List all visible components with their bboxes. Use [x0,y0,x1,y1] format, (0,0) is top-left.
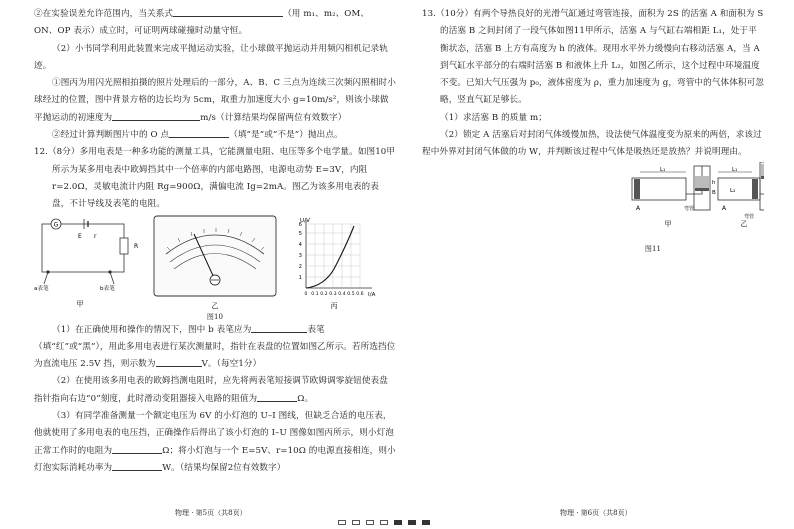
figure-10-diagrams [34,214,396,312]
meter-dial [154,216,276,310]
piston-a-label: A [722,204,727,212]
question-12-part-3: （3）有同学准备测量一个额定电压为 6V 的小灯泡的 U–I 图线，但缺乏合适的电压表，他就使用了多用电表的电压挡，正确操作后得出了该小灯泡的 I–U 图像如图丙所示，则小灯泡正常工作时的电阻为 Ω；将小灯泡与一个 E=5V、r=10Ω 的电源直接相连，则小灯泡实际消耗功率为 W。（结果均保留2位有效数字） [34,411,396,473]
paragraph-momentum-condition-cont: ON、OP 表示）成立时，可证明两球碰撞时动量守恒。 [34,26,248,37]
piston-a-moved [752,179,758,199]
paragraph-initial-velocity: ①图丙为用闪光照相拍摄的照片处理后的一部分，A、B、C 三点为连续三次频闪照相时小球经过的位置，图中背景方格的边长均为 5cm，取重力加速度大小 g=10m/s²，则该小球做平抛运动的初速度为 m/s（计算结果均保留两位有效数字） [34,78,396,123]
bent-pipe-label: 弯管 [684,205,695,212]
emf-label: E [78,232,82,240]
answer-blank[interactable] [169,127,229,138]
x-tick-label: 0.1 [311,291,319,297]
x-tick-label: 0.4 [338,291,346,297]
figure-11 [422,162,764,244]
x-tick-label: 0.6 [356,291,364,297]
x-tick-label: 0.5 [347,291,355,297]
bent-pipe-label: 弯管 [744,213,755,220]
answer-blank[interactable] [251,322,307,333]
question-12-part-2: （2）在使用该多用电表的欧姆挡测电阻时，应先将两表笔短接调节欧姆调零旋钮使表盘指针指向右边“0”刻度，此时滑动变阻器接入电路的阻值为 Ω。 [34,376,388,404]
piston-b-label: B [712,189,716,196]
y-tick-label: 6 [298,221,302,228]
figure-11-yi [422,162,764,244]
paragraph-momentum-condition: ②在实验误差允许范围内，当关系式 （用 m₁、m₂、OM、 [34,6,396,23]
x-tick-label: 0.2 [320,291,328,297]
probe-b-label: b表笔 [100,285,115,292]
figure-jia-label: 甲 [664,219,672,228]
ui-graph [299,218,376,310]
circuit-diagram [34,219,138,308]
answer-blank[interactable] [112,110,200,121]
length-l1-label: L₁ [660,166,666,173]
figure-10-caption: 图10 [206,312,224,321]
internal-resistance-label: r [94,232,97,240]
figure-yi-label: 乙 [740,219,748,228]
answer-blank[interactable] [257,391,297,402]
right-page [422,6,764,254]
answer-blank[interactable] [112,443,162,454]
figure-jia-label: 甲 [76,299,84,308]
iu-curve [306,226,354,288]
piston-a-label: A [636,204,641,212]
resistor-symbol [120,238,128,254]
answer-blank[interactable] [156,356,202,367]
figure-11-caption: 图11 [644,244,662,253]
question-13-part-1: （1）求活塞 B 的质量 m； [440,112,547,123]
y-tick-label: 4 [298,241,302,248]
x-tick-label: 0 [304,291,308,297]
piston-b-raised [761,176,764,179]
footer-page-6: 物理 · 第6页（共8页） [560,509,632,517]
length-l2-label: L₂ [730,187,736,194]
registration-marks [338,510,436,529]
galvanometer-label: G [53,221,59,229]
y-tick-label: 5 [298,230,302,237]
liquid-column-raised [761,164,764,176]
question-13-part-2: （2）锁定 A 活塞后对封闭气体缓慢加热，设法使气体温度变为原来的两倍，求该过程中外界对封闭气体做的功 W，并判断该过程中气体是吸热还是放热？并说明理由。 [422,130,762,158]
graph-y-label: U/V [300,217,310,224]
footer-page-5: 物理 · 第5页（共8页） [175,509,247,517]
question-12-part-1: （1）在正确使用和操作的情况下，图中 b 表笔应为 表笔（填“红”或“黑”），用此多用电表进行某次测量时，指针在表盘的位置如图乙所示。若所选挡位为直流电压 2.5V 挡，则示数为 V。（每空1分） [34,322,396,374]
probe-a-label: a表笔 [34,285,49,292]
figure-10 [34,214,396,312]
figure-yi-label: 乙 [211,301,219,310]
paragraph-projectile-intro: （2）小书同学利用此装置来完成平抛运动实验，让小球做平抛运动并用频闪相机记录轨迹。 [34,43,388,71]
y-tick-label: 1 [298,274,302,281]
paragraph-throw-point: ②经过计算判断图片中的 O 点 （填“是”或“不是”）抛出点。 [34,127,396,144]
figure-bing-label: 丙 [330,301,338,310]
y-tick-label: 3 [298,252,302,259]
answer-blank[interactable] [173,6,283,17]
question-13-stem: 13.（10分）有两个导热良好的光滑气缸通过弯管连接，面积为 2S 的活塞 A 和面积为 S 的活塞 B 之间封闭了一段气体如图11甲所示，活塞 A 与气缸右端相距 L₁，处于平衡状态，活塞 B 上方有高度为 h 的液体。现用水平外力缓慢向右移动活塞 A，当 A 到气缸水平部分的右端时活塞 B 和液体上升 L₂，如图乙所示，这个过程中环境温度不变。已知大气压强为 p₀，液体密度为 ρ，重力加速度为 g，弯管中的气体体积可忽略，竖直气缸足够长。 [422,9,764,106]
x-tick-label: 0.3 [329,291,337,297]
resistor-label: R [134,242,139,250]
left-page [34,6,396,477]
graph-x-label: I/A [368,291,376,298]
y-tick-label: 2 [298,263,302,270]
answer-blank[interactable] [112,460,162,471]
question-12-stem: 12.（8分）多用电表是一种多功能的测量工具，它能测量电阻、电压等多个电学量。如图10甲所示为某多用电表中欧姆挡其中一个倍率的内部电路图，电源电动势 E=3V，内阻 r=2.0Ω，灵敏电流计内阻 Rg=900Ω，满偏电流 Ig=2mA。图乙为该多用电表的表盘，不计导线及表笔的电阻。 [34,147,396,210]
height-h-label: h [712,179,716,186]
length-l1-label: L₁ [732,166,738,173]
